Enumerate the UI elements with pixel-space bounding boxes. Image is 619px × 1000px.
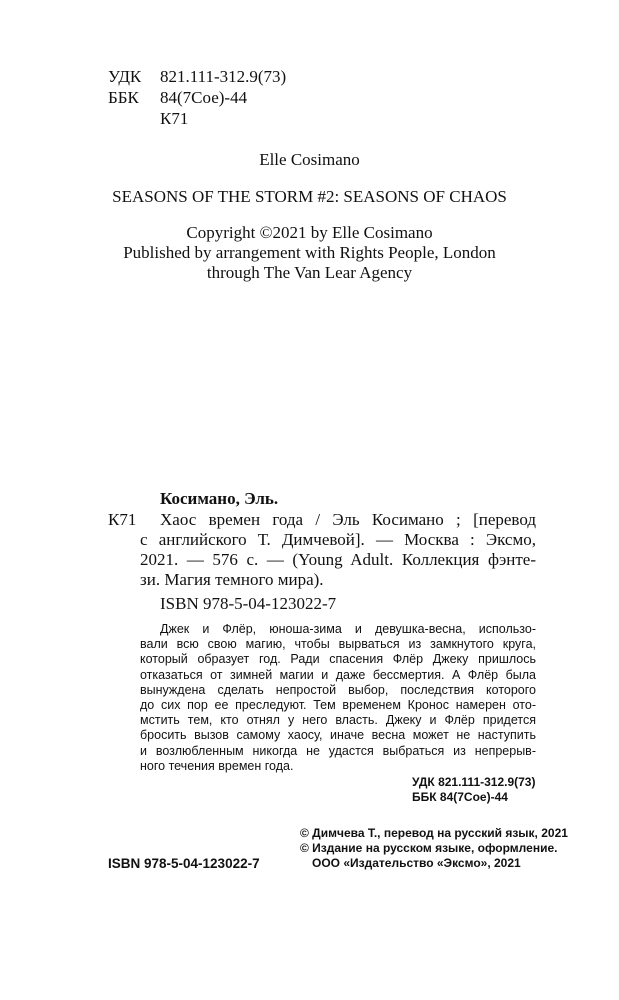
annotation-line: отказаться от зимней магии и даже бессмертия. А Флёр была bbox=[140, 667, 536, 682]
catalog-line: зи. Магия темного мира). bbox=[140, 570, 324, 589]
bbk-label: ББК bbox=[108, 88, 139, 107]
footer-copyright-1: © Димчева Т., перевод на русский язык, 2021 bbox=[300, 826, 568, 840]
copyright-line: Copyright ©2021 by Elle Cosimano bbox=[186, 223, 433, 242]
footer-isbn: ISBN 978-5-04-123022-7 bbox=[108, 856, 260, 871]
published-line-2: through The Van Lear Agency bbox=[206, 263, 413, 282]
annotation-line: мстить тем, кто отнял у него власть. Джеку и Флёр придется bbox=[140, 713, 536, 728]
catalog-heading: Косимано, Эль. bbox=[160, 489, 279, 508]
annotation-line: бросить вызов самому хаосу, иначе весна может не наступить bbox=[140, 728, 536, 743]
published-line-1: Published by arrangement with Rights People, London bbox=[123, 243, 496, 262]
annotation-line: вали всю свою магию, чтобы вырваться из замкнутого круга, bbox=[140, 637, 536, 652]
original-author: Elle Cosimano bbox=[259, 150, 360, 169]
annotation-line: вынуждена сделать непростой выбор, последствия которого bbox=[140, 682, 536, 697]
footer-copyright-3: ООО «Издательство «Эксмо», 2021 bbox=[312, 856, 521, 870]
footer-copyright-2: © Издание на русском языке, оформление. bbox=[300, 841, 558, 855]
annotation-line: ного течения времен года. bbox=[140, 758, 294, 773]
udk-label: УДК bbox=[108, 67, 142, 86]
catalog-line: с английского Т. Димчевой]. — Москва : Эксмо, bbox=[140, 530, 536, 549]
author-mark: К71 bbox=[160, 109, 189, 128]
bbk-value: 84(7Сое)-44 bbox=[160, 88, 248, 107]
udk-value: 821.111-312.9(73) bbox=[160, 67, 287, 86]
annotation-text bbox=[140, 622, 536, 774]
catalog-description bbox=[140, 510, 536, 590]
annotation-line: который образует год. Ради спасения Флёр Джеку пришлось bbox=[140, 652, 536, 667]
annotation-line: Джек и Флёр, юноша-зима и девушка-весна, использо- bbox=[160, 622, 536, 636]
annotation-line: до сих пор ее преследуют. Тем временем Кронос намерен ото- bbox=[140, 698, 536, 713]
annotation-udk: УДК 821.111-312.9(73) bbox=[412, 775, 536, 789]
catalog-mark: К71 bbox=[108, 510, 137, 529]
annotation-line: и возлюбленным никогда не удастся выбраться из непрерыв- bbox=[140, 743, 536, 758]
catalog-line: Хаос времен года / Эль Косимано ; [перевод bbox=[160, 510, 536, 529]
annotation-bbk: ББК 84(7Сое)-44 bbox=[412, 790, 508, 804]
catalog-line: 2021. — 576 с. — (Young Adult. Коллекция фэнте- bbox=[140, 550, 536, 569]
catalog-isbn: ISBN 978-5-04-123022-7 bbox=[160, 594, 337, 613]
original-title: SEASONS OF THE STORM #2: SEASONS OF CHAOS bbox=[112, 187, 507, 206]
